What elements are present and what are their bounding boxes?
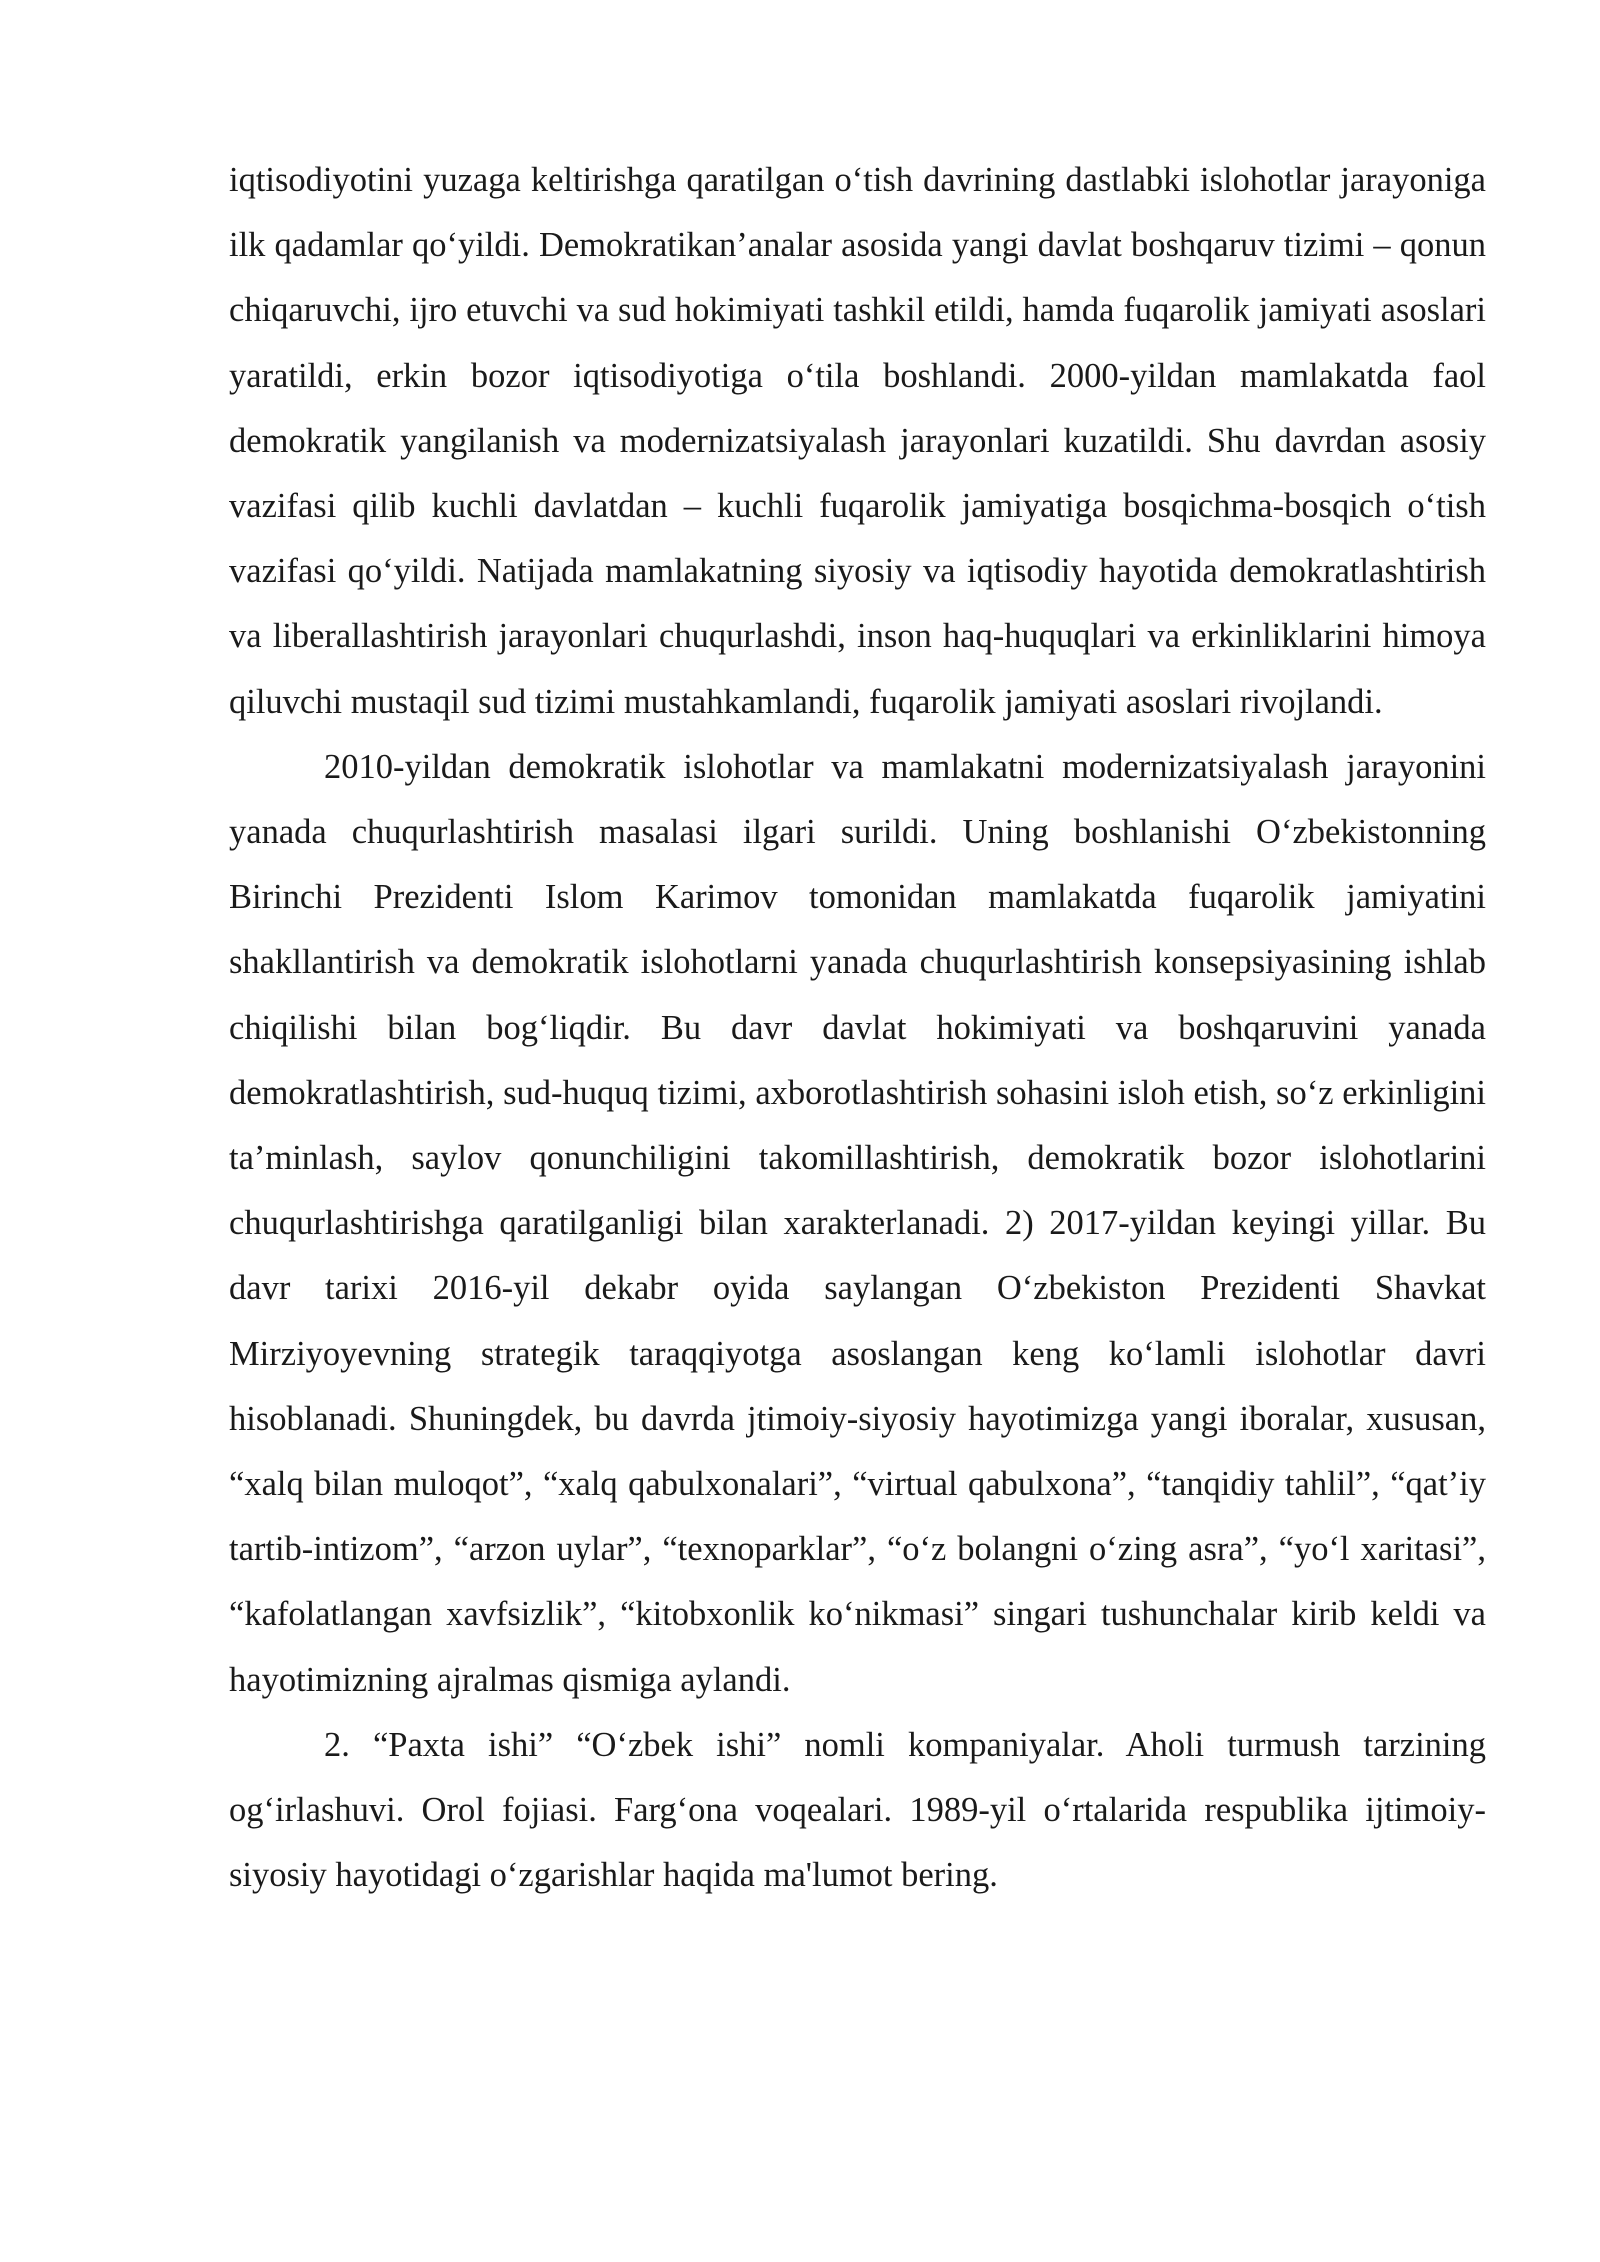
paragraph-1: iqtisodiyotini yuzaga keltirishga qaratilgan o‘tish davrining dastlabki islohotlar jarayoniga ilk qadamlar qo‘yildi. Demokratikan’analar asosida yangi davlat boshqaruv tizimi – qonun chiqaruvchi, ijro etuvchi va sud hokimiyati tashkil etildi, hamda fuqarolik jamiyati asoslari yaratildi, erkin bozor iqtisodiyotiga o‘tila boshlandi. 2000-yildan mamlakatda faol demokratik yangilanish va modernizatsiyalash jarayonlari kuzatildi. Shu davrdan asosiy vazifasi qilib kuchli davlatdan – kuchli fuqarolik jamiyatiga bosqichma-bosqich o‘tish vazifasi qo‘yildi. Natijada mamlakatning siyosiy va iqtisodiy hayotida demokratlashtirish va liberallashtirish jarayonlari chuqurlashdi, inson haq-huquqlari va erkinliklarini himoya qiluvchi mustaqil sud tizimi mustahkamlandi, fuqarolik jamiyati asoslari rivojlandi.	[229, 161, 1486, 721]
paragraph-2: 2010-yildan demokratik islohotlar va mamlakatni modernizatsiyalash jarayonini yanada chuqurlashtirish masalasi ilgari surildi. Uning boshlanishi O‘zbekistonning Birinchi Prezidenti Islom Karimov tomonidan mamlakatda fuqarolik jamiyatini shakllantirish va demokratik islohotlarni yanada chuqurlashtirish konsepsiyasining ishlab chiqilishi bilan bog‘liqdir. Bu davr davlat hokimiyati va boshqaruvini yanada demokratlashtirish, sud-huquq tizimi, axborotlashtirish sohasini isloh etish, so‘z erkinligini ta’minlash, saylov qonunchiligini takomillashtirish, demokratik bozor islohotlarini chuqurlashtirishga qaratilganligi bilan xarakterlanadi. 2) 2017-yildan keyingi yillar. Bu davr tarixi 2016-yil dekabr oyida saylangan O‘zbekiston Prezidenti Shavkat Mirziyoyevning strategik taraqqiyotga asoslangan keng ko‘lamli islohotlar davri hisoblanadi. Shuningdek, bu davrda jtimoiy-siyosiy hayotimizga yangi iboralar, xususan, “xalq bilan muloqot”, “xalq qabulxonalari”, “virtual qabulxona”, “tanqidiy tahlil”, “qat’iy tartib-intizom”, “arzon uylar”, “texnoparklar”, “o‘z bolangni o‘zing asra”, “yo‘l xaritasi”, “kafolatlangan xavfsizlik”, “kitobxonlik ko‘nikmasi” singari tushunchalar kirib keldi va hayotimizning ajralmas qismiga aylandi.	[229, 747, 1486, 1699]
paragraph-3-question: 2. “Paxta ishi” “O‘zbek ishi” nomli kompaniyalar. Aholi turmush tarzining og‘irlashuvi. Orol fojiasi. Farg‘ona voqealari. 1989-yil o‘rtalarida respublika ijtimoiy-siyosiy hayotidagi o‘zgarishlar haqida ma'lumot bering.	[229, 1725, 1486, 1895]
document-body	[229, 148, 1486, 1908]
